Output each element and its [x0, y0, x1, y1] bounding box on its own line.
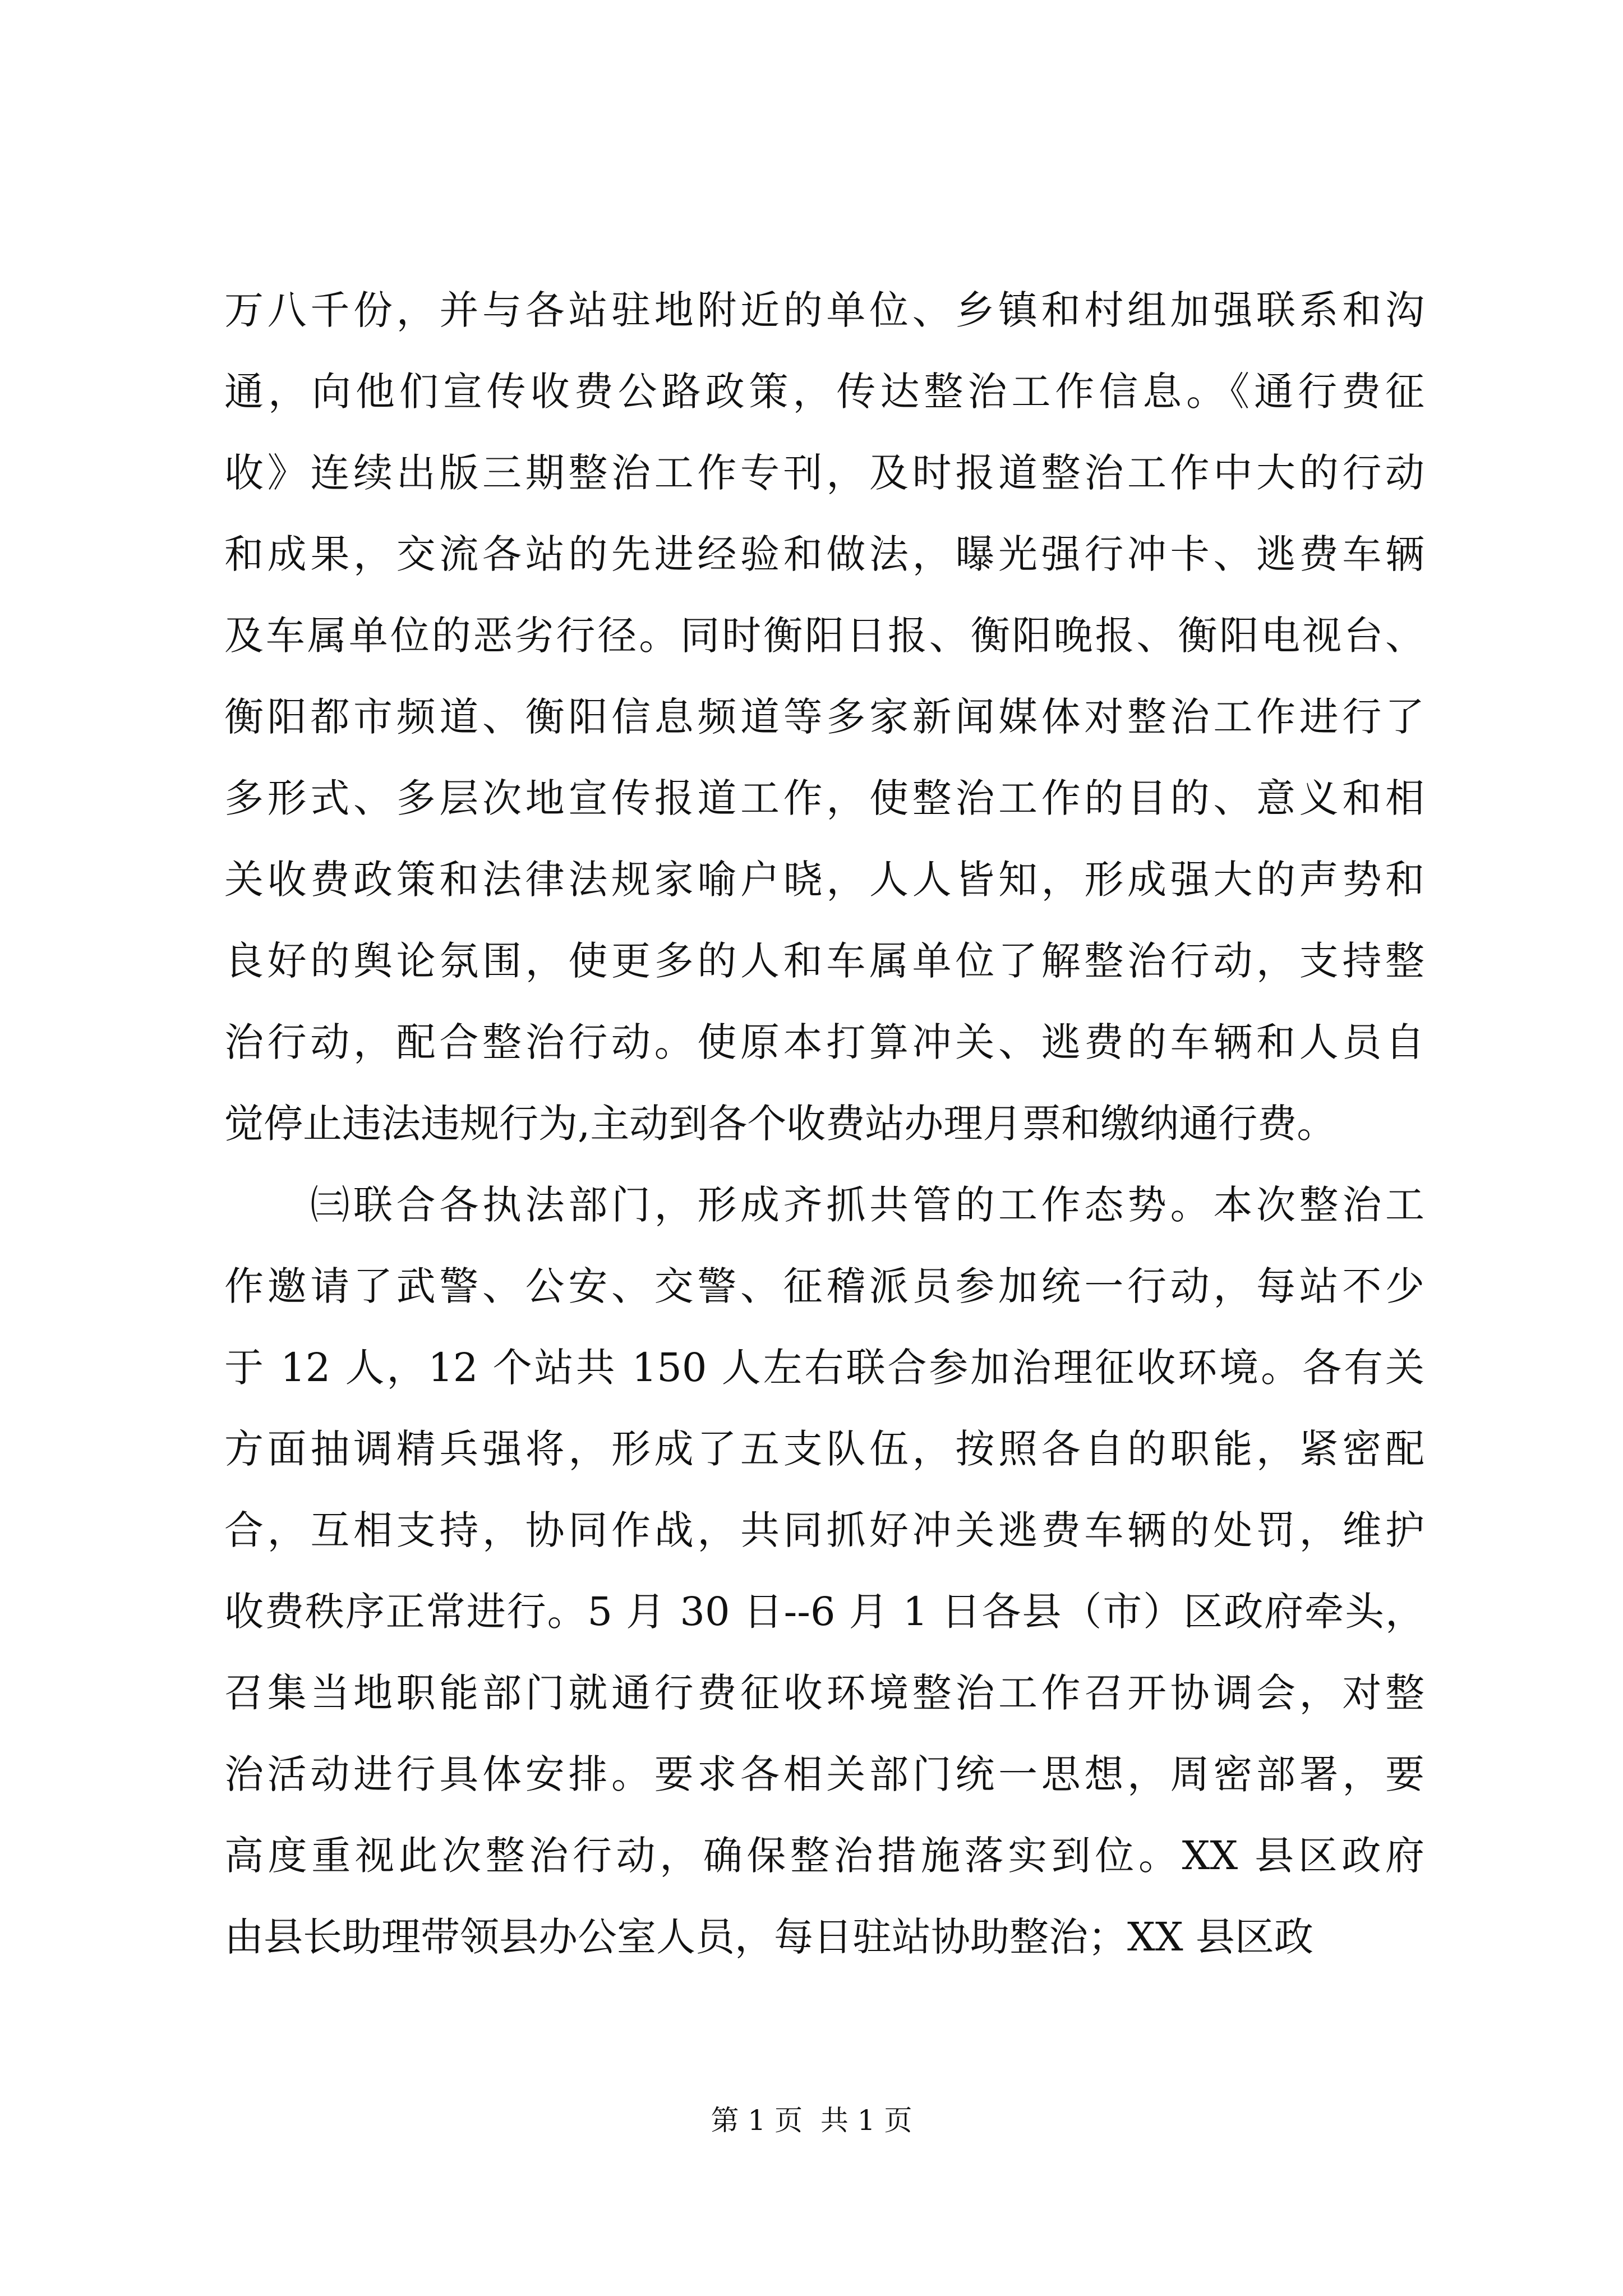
text-line: ㈢联合各执法部门，形成齐抓共管的工作态势。本次整治工	[224, 1182, 1424, 1228]
text-line: 合，互相支持，协同作战，共同抓好冲关逃费车辆的处罚，维护	[224, 1507, 1424, 1553]
text-line: 方面抽调精兵强将，形成了五支队伍，按照各自的职能，紧密配	[224, 1426, 1424, 1472]
page-footer: 第 1 页 共 1 页	[711, 2104, 912, 2137]
text-line: 治活动进行具体安排。要求各相关部门统一思想，周密部署，要	[224, 1751, 1424, 1797]
text-line: 及车属单位的恶劣行径。同时衡阳日报、衡阳晚报、衡阳电视台、	[224, 613, 1424, 659]
text-line: 关收费政策和法律法规家喻户晓，人人皆知，形成强大的声势和	[224, 857, 1424, 903]
text-line: 和成果，交流各站的先进经验和做法，曝光强行冲卡、逃费车辆	[224, 531, 1424, 577]
text-line: 万八千份，并与各站驻地附近的单位、乡镇和村组加强联系和沟	[224, 287, 1424, 333]
text-line: 良好的舆论氛围，使更多的人和车属单位了解整治行动，支持整	[224, 938, 1424, 984]
text-line: 衡阳都市频道、衡阳信息频道等多家新闻媒体对整治工作进行了	[224, 694, 1424, 740]
text-line: 召集当地职能部门就通行费征收环境整治工作召开协调会，对整	[224, 1670, 1424, 1716]
text-line: 作邀请了武警、公安、交警、征稽派员参加统一行动，每站不少	[224, 1263, 1424, 1309]
text-line: 高度重视此次整治行动，确保整治措施落实到位。XX 县区政府	[224, 1833, 1424, 1879]
text-line: 治行动，配合整治行动。使原本打算冲关、逃费的车辆和人员自	[224, 1019, 1424, 1065]
text-line: 多形式、多层次地宣传报道工作，使整治工作的目的、意义和相	[224, 775, 1424, 821]
text-line: 收》连续出版三期整治工作专刊，及时报道整治工作中大的行动	[224, 450, 1424, 496]
text-line: 觉停止违法违规行为,主动到各个收费站办理月票和缴纳通行费。	[224, 1101, 1336, 1147]
text-line: 通，向他们宣传收费公路政策，传达整治工作信息。《通行费征	[224, 369, 1424, 415]
text-line: 于 12 人，12 个站共 150 人左右联合参加治理征收环境。各有关	[224, 1345, 1424, 1391]
text-line: 由县长助理带领县办公室人员，每日驻站协助整治；XX 县区政	[224, 1914, 1313, 1960]
text-line: 收费秩序正常进行。5 月 30 日--6 月 1 日各县（市）区政府牵头，	[224, 1589, 1424, 1635]
